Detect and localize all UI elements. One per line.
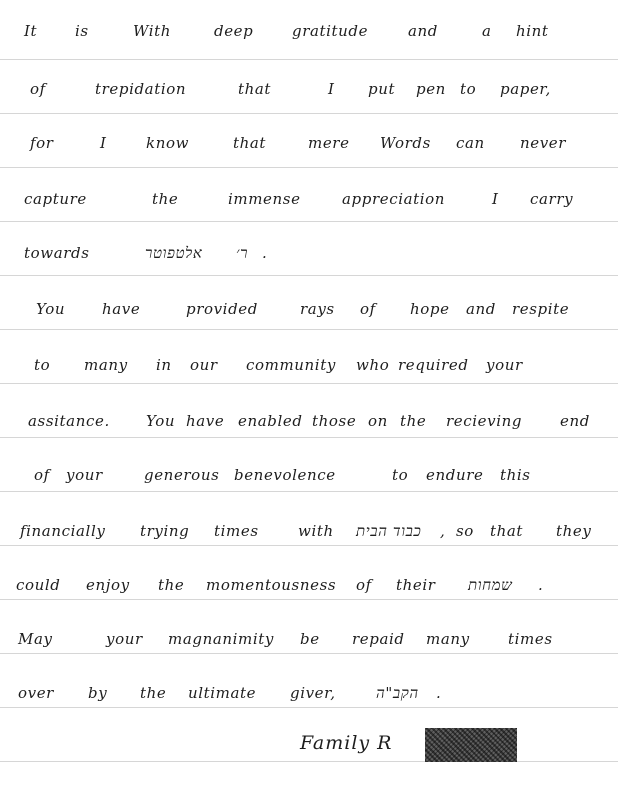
word: I	[100, 134, 107, 152]
word: they	[556, 522, 592, 540]
word: the	[140, 684, 167, 702]
word: and	[408, 22, 439, 40]
word: times	[508, 630, 553, 648]
word: endure	[426, 466, 484, 484]
word: .	[538, 576, 544, 594]
word: put	[368, 80, 396, 98]
word: those	[312, 412, 357, 430]
word: provided	[186, 300, 258, 318]
word: trying	[140, 522, 190, 540]
redacted-block	[425, 728, 517, 762]
word: .	[436, 684, 442, 702]
word: ,	[440, 522, 446, 540]
word: in	[156, 356, 172, 374]
word: be	[300, 630, 320, 648]
word: to	[392, 466, 409, 484]
word: hope	[410, 300, 450, 318]
word: capture	[24, 190, 87, 208]
word: to	[460, 80, 477, 98]
signature	[300, 728, 530, 768]
word: times	[214, 522, 259, 540]
word: הקב"ה	[376, 684, 419, 702]
word: required	[398, 356, 469, 374]
word: our	[190, 356, 218, 374]
word: It	[24, 22, 38, 40]
word: שמחות	[468, 576, 513, 594]
word: many	[84, 356, 128, 374]
word: trepidation	[95, 80, 187, 98]
word: .	[262, 244, 268, 262]
word: assitance.	[28, 412, 110, 430]
word: mere	[308, 134, 350, 152]
word: end	[560, 412, 590, 430]
word: by	[88, 684, 108, 702]
word: many	[426, 630, 470, 648]
word: immense	[228, 190, 301, 208]
word: with	[298, 522, 334, 540]
word: You	[146, 412, 176, 430]
word: May	[18, 630, 53, 648]
word: generous	[144, 466, 220, 484]
word: know	[146, 134, 190, 152]
word: כבוד הבית	[356, 522, 422, 540]
word: benevolence	[234, 466, 336, 484]
word: אלטפוטר	[145, 244, 203, 262]
word: momentousness	[206, 576, 337, 594]
word: your	[486, 356, 523, 374]
word: rays	[300, 300, 335, 318]
word: respite	[512, 300, 570, 318]
signature-text: Family R	[300, 732, 393, 754]
word: giver,	[290, 684, 336, 702]
word: carry	[530, 190, 574, 208]
word: financially	[20, 522, 106, 540]
word: could	[16, 576, 61, 594]
word: over	[18, 684, 54, 702]
word: deep	[214, 22, 254, 40]
word: that	[233, 134, 267, 152]
word: this	[500, 466, 531, 484]
word: hint	[516, 22, 549, 40]
word: Words	[380, 134, 431, 152]
word: magnanimity	[168, 630, 274, 648]
word: for	[30, 134, 54, 152]
word: paper,	[500, 80, 551, 98]
word: a	[482, 22, 492, 40]
word: on	[368, 412, 388, 430]
word: community	[246, 356, 336, 374]
word: have	[186, 412, 225, 430]
word: of	[356, 576, 372, 594]
word: have	[102, 300, 141, 318]
word: pen	[416, 80, 446, 98]
word: your	[66, 466, 103, 484]
word: never	[520, 134, 567, 152]
word: can	[456, 134, 485, 152]
word: enabled	[238, 412, 303, 430]
word: the	[152, 190, 179, 208]
word: their	[396, 576, 436, 594]
word: recieving	[446, 412, 523, 430]
word: towards	[24, 244, 90, 262]
word: I	[492, 190, 499, 208]
word: the	[400, 412, 427, 430]
word: of	[34, 466, 50, 484]
word: gratitude	[292, 22, 369, 40]
word: enjoy	[86, 576, 130, 594]
word: your	[106, 630, 143, 648]
word: repaid	[352, 630, 405, 648]
word: ultimate	[188, 684, 257, 702]
word: so	[456, 522, 474, 540]
word: ר׳	[236, 244, 249, 262]
word: who	[356, 356, 390, 374]
word: of	[30, 80, 46, 98]
word: You	[36, 300, 66, 318]
word: is	[75, 22, 89, 40]
word: the	[158, 576, 185, 594]
word: With	[133, 22, 172, 40]
word: and	[466, 300, 497, 318]
word: I	[328, 80, 335, 98]
word: appreciation	[342, 190, 446, 208]
word: that	[238, 80, 272, 98]
word: that	[490, 522, 524, 540]
word: to	[34, 356, 51, 374]
word: of	[360, 300, 376, 318]
